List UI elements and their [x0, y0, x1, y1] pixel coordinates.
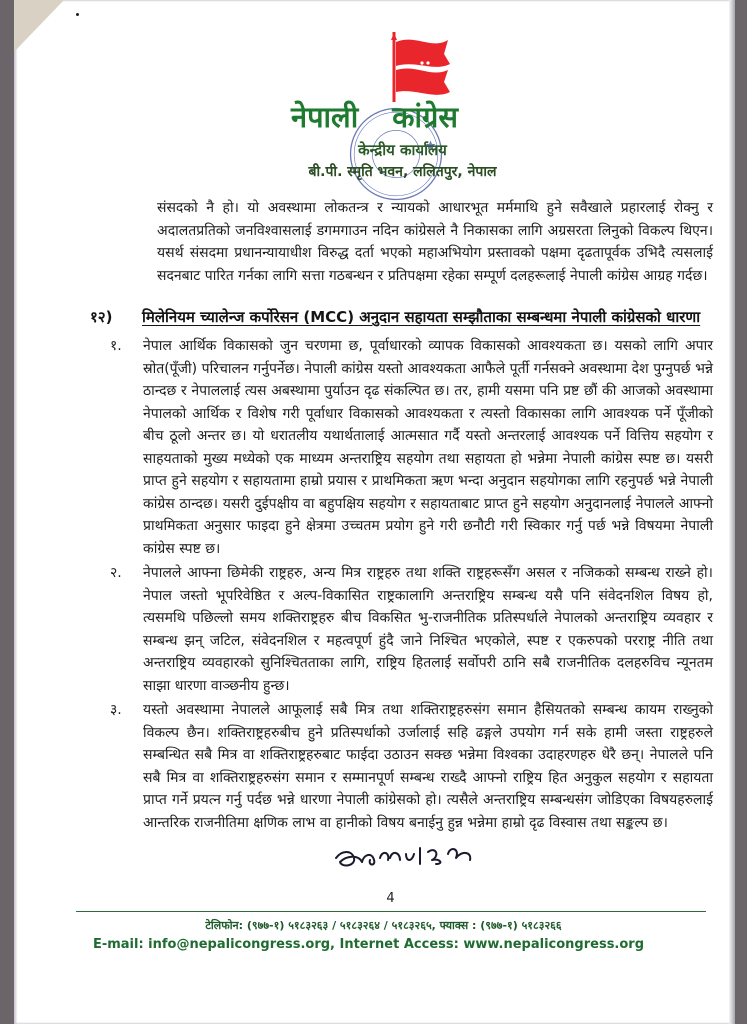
- party-name-right: कांग्रेस: [392, 100, 458, 134]
- list-item: [110, 699, 713, 834]
- list-item-number: १.: [110, 338, 122, 354]
- page-number-text: 4: [386, 891, 395, 906]
- footer-phone-line: [14, 918, 713, 934]
- footer-divider: [76, 911, 706, 912]
- party-name: [14, 100, 735, 134]
- page-number: [14, 890, 713, 908]
- footer-phone-text: टेलिफोन: (९७७-१) ५१८३२६३ / ५१८३२६४ / ५१८३२६५, फ्याक्स : (९७७-१) ५१८३२६६: [205, 919, 562, 932]
- office-address-text: बी.पी. स्मृति भवन, ललितपुर, नेपाल: [308, 164, 497, 180]
- list-item-text: नेपाल आर्थिक विकासको जुन चरणमा छ, पूर्वाधारको व्यापक विकासको आवश्यकता छ। यसको लागि अपार स्रोत(पूँजी) परिचालन गर्नुपर्नेछ। नेपाली कांग्रेस यस्तो आवश्यकता आफैले पूर्ती गर्नसक्ने अवस्थामा देश पुग्नुपर्छ भन्ने ठान्दछ र नेपाललाई त्यस अबस्थामा पुर्याउन दृढ संकल्पित छ। तर, हामी यसमा पनि प्रष्ट छौं की आजको अवस्थामा नेपालको आर्थिक र विशेष गरी पूर्वाधार विकासको आवश्यकता र त्यस्तो विकासका लागि आवश्यक पर्ने पूँजीको बीच ठूलो अन्तर छ। यो धरातलीय यथार्थतालाई आत्मसात गर्दै यस्तो अन्तरलाई आवश्यक पर्ने वित्तिय सहयोग र साहयताको मुख्य मध्येको एक माध्यम अन्तराष्ट्रिय सहयोग तथा सहायता हो भन्नेमा नेपाली कांग्रेस स्पष्ट छ। यसरी प्राप्त हुने सहयोग र सहायतामा हाम्रो प्रयास र प्राथमिकता ऋण भन्दा अनुदान सहयोगका लागि रहनुपर्छ भन्ने नेपाली कांग्रेस ठान्दछ। यसरी दुईपक्षीय वा बहुपक्षिय सहयोग र सहायताबाट प्राप्त हुने सहयोग अनुदानलाई नेपालले आफ्नो प्राथमिकता अनुसार फाइदा हुने क्षेत्रमा उच्चतम प्रयोग हुने गरी छनौटी गरी स्विकार गर्नु पर्छ भन्ने विषयमा नेपाली कांग्रेस स्पष्ट छ।: [143, 338, 713, 557]
- section-heading: [90, 305, 713, 329]
- handwritten-signature: [332, 836, 492, 876]
- party-flag-logo: [386, 30, 466, 102]
- letterhead: [14, 0, 735, 185]
- list-item-text: यस्तो अवस्थामा नेपालले आफूलाई सबै मित्र तथा शक्तिराष्ट्रहरुसंग समान हैसियतको सम्बन्ध कायम राख्नुको विकल्प छैन। शक्तिराष्ट्रहरुबीच हुने प्रतिस्पर्धाको उर्जालाई सहि ढङ्गले उपयोग गर्न सके हामी जस्ता राष्ट्रहरुले सम्बन्धित सबै मित्र वा शक्तिराष्ट्रहरुबाट फाईदा उठाउन सक्छ भन्नेमा विश्वका उदाहरणहरु धेरै छन्। नेपालले पनि सबै मित्र वा शक्तिराष्ट्रहरुसंग समान र सम्मानपूर्ण सम्बन्ध राख्दै आफ्नो राष्ट्रिय हित अनुकुल सहयोग र सहायता प्राप्त गर्ने प्रयत्न गर्नु पर्दछ भन्ने धारणा नेपाली कांग्रेसको हो। त्यसैले अन्तराष्ट्रिय सम्बन्धसंग जोडिएका विषयहरुलाई आन्तरिक राजनीतिमा क्षणिक लाभ वा हानीको विषय बनाईनु हुन्न भन्नेमा हाम्रो दृढ विस्वास तथा सङ्कल्प छ।: [143, 702, 713, 831]
- office-name: [14, 140, 735, 160]
- document-page: [14, 0, 735, 1024]
- list-item-number: ३.: [110, 702, 122, 718]
- office-address: [14, 162, 735, 182]
- scan-speck: [76, 13, 79, 16]
- page-footer: [14, 890, 713, 954]
- footer-contact-text: E-mail: info@nepalicongress.org, Internet Access: www.nepalicongress.org: [92, 937, 645, 952]
- section-title: मिलेनियम च्यालेन्ज कर्पोरेसन (MCC) अनुदान सहायता सम्झौताका सम्बन्धमा नेपाली कांग्रेसको धारणा: [142, 308, 701, 326]
- list-item-number: २.: [110, 565, 122, 581]
- signature-area: [14, 836, 713, 876]
- office-name-text: केन्द्रीय कार्यालय: [358, 141, 447, 159]
- party-name-left: नेपाली: [290, 100, 359, 134]
- intro-paragraph: संसदको नै हो। यो अवस्थामा लोकतन्त्र र न्यायको आधारभूत मर्ममाथि हुने सवैखाले प्रहारलाई रोक्नु र अदालतप्रतिको जनविश्वासलाई डगमगाउन नदिन कांग्रेसले नै निकासका लागि अग्रसरता लिनुको विकल्प थिएन। यसर्थ संसदमा प्रधानन्यायाधीश विरुद्ध दर्ता भएको महाअभियोग प्रस्तावको पक्षमा दृढतापूर्वक उभिदै त्यसलाई सदनबाट पारित गर्नका लागि सत्ता गठबन्धन र प्रतिपक्षमा रहेका सम्पूर्ण दलहरूलाई नेपाली कांग्रेस आग्रह गर्दछ।: [157, 200, 713, 284]
- list-item: [110, 335, 713, 560]
- list-item-text: नेपालले आफ्ना छिमेकी राष्ट्रहरु, अन्य मित्र राष्ट्रहरु तथा शक्ति राष्ट्रहरूसँग असल र नजिकको सम्बन्ध राख्ने हो। नेपाल जस्तो भूपरिवेष्ठित र अल्प-विकासित राष्ट्रकालागि अन्तराष्ट्रिय सम्बन्ध यसै पनि संवेदनशिल विषय हो, त्यसमथि पछिल्लो समय शक्तिराष्ट्रहरु बीच विकसित भु-राजनीतिक प्रतिस्पर्धाले नेपालको अन्तराष्ट्रिय व्यवहार र सम्बन्ध झन् जटिल, संवेदनशिल र महत्वपूर्ण हुंदै जाने निश्चित भएकोले, स्पष्ट र एकरुपको परराष्ट्र नीति तथा अन्तराष्ट्रिय व्यवहारको सुनिश्चितताका लागि, राष्ट्रिय हितलाई सर्वोपरी ठानि सबै राजनीतिक दलहरुविच न्यूनतम साझा धारणा वाञ्छनीय हुन्छ।: [143, 565, 713, 694]
- list-item: [110, 562, 713, 697]
- footer-contact-line: [14, 936, 713, 954]
- section-number: १२): [90, 308, 113, 326]
- document-body: [14, 185, 735, 954]
